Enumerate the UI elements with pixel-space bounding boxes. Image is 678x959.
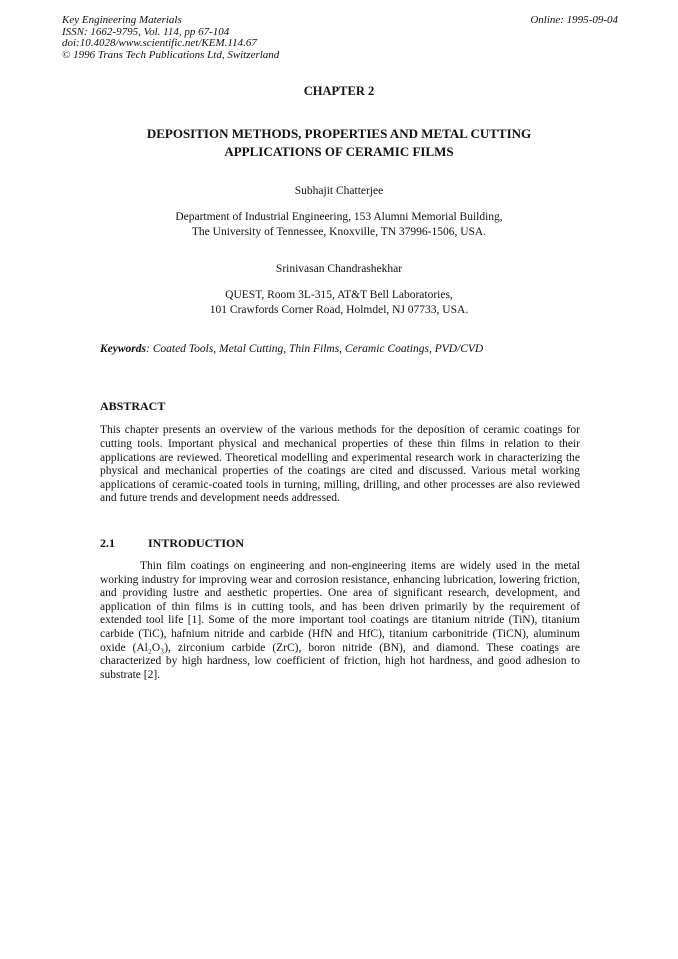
chapter-heading: CHAPTER 2 xyxy=(303,84,375,99)
publication-info xyxy=(62,15,279,61)
abstract-heading: ABSTRACT xyxy=(100,399,166,414)
chapter-title: DEPOSITION METHODS, PROPERTIES AND METAL CUTTING APPLICATIONS OF CERAMIC FILMS xyxy=(146,126,532,160)
author-name-2: Srinivasan Chandrashekhar xyxy=(275,263,403,276)
affiliation-line: 101 Crawfords Corner Road, Holmdel, NJ 07733, USA. xyxy=(209,303,469,316)
affiliation-line: QUEST, Room 3L-315, AT&T Bell Laboratories, xyxy=(225,289,453,302)
doi-line: doi:10.4028/www.scientific.net/KEM.114.67 xyxy=(62,37,257,50)
author-name-1: Subhajit Chatterjee xyxy=(294,185,384,198)
page-header xyxy=(0,0,678,61)
introduction-paragraph: Thin film coatings on engineering and non-engineering items are widely used in the metal working industry for improving wear and corrosion resistance, enhancing lubrication, lowering friction, and providing lustre and aesthetic properties. One area of significant research, development, and application of thin films is in cutting tools, and has been driven primarily by the requirement of extended tool life [1]. Some of the more important tool coatings are titanium nitride (TiN), titanium carbide (TiC), hafnium nitride and carbide (HfN and HfC), titanium carbonitride (TiCN), aluminum oxide (Al₂O₃), zirconium carbide (ZrC), boron nitride (BN), and diamond. These coatings are characterized by high hardness, low coefficient of friction, high hot hardness, and good adhesion to substrate [2]. xyxy=(100,559,580,681)
abstract-paragraph: This chapter presents an overview of the various methods for the deposition of ceramic coatings for cutting tools. Important physical and mechanical properties of these thin films in relation to their applications are reviewed. Theoretical modelling and experimental research work in characterizing the physical and mechanical properties of the coatings are cited and discussed. Various metal working applications of ceramic-coated tools in turning, milling, drilling, and other processes are also reviewed and future trends and development needs addressed. xyxy=(100,424,580,505)
body-column xyxy=(0,343,678,682)
copyright-line: © 1996 Trans Tech Publications Ltd, Switzerland xyxy=(62,48,280,61)
affiliation-line: Department of Industrial Engineering, 153 Alumni Memorial Building, xyxy=(175,211,503,224)
section-number: 2.1 xyxy=(100,535,115,550)
keywords-line xyxy=(100,343,580,355)
affiliation-line: The University of Tennessee, Knoxville, TN 37996-1506, USA. xyxy=(191,225,487,238)
author-affiliation-2 xyxy=(0,288,678,317)
issn-volume-pages: ISSN: 1662-9795, Vol. 114, pp 67-104 xyxy=(62,25,230,38)
keywords-text: : Coated Tools, Metal Cutting, Thin Films, Ceramic Coatings, PVD/CVD xyxy=(146,343,484,356)
introduction-heading xyxy=(100,536,580,551)
online-date: Online: 1995-09-04 xyxy=(530,14,618,26)
keywords-label: Keywords xyxy=(100,343,146,356)
journal-title: Key Engineering Materials xyxy=(62,14,182,26)
section-title: INTRODUCTION xyxy=(148,535,245,550)
author-affiliation-1 xyxy=(0,210,678,239)
